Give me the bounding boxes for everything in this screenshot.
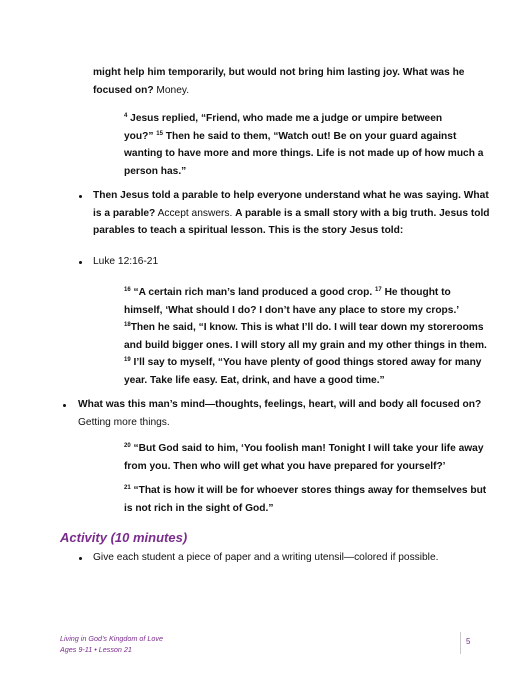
- quote1-text-2b: Then he said to them, “Watch out! Be on your guard against: [162, 130, 457, 142]
- bullet-icon: [79, 557, 82, 560]
- quote1-line-1: [124, 110, 483, 128]
- bullet3-line-1: What was this man’s mind—thoughts, feelings, heart, will and body all focused on?: [78, 399, 482, 410]
- verse-number: 21: [124, 485, 131, 491]
- intro-line-1: might help him temporarily, but would not bring him lasting joy. What was he: [93, 67, 465, 78]
- intro-answer: Money.: [153, 84, 190, 96]
- quote2-line-6: year. Take life easy. Eat, drink, and have a good time.”: [124, 374, 385, 386]
- scripture-quote-3: [124, 440, 486, 517]
- page-number: 5: [466, 637, 471, 646]
- activity-heading: Activity (10 minutes): [60, 530, 188, 545]
- bullet1-rest: A parable is a small story with a big truth. Jesus told: [235, 207, 490, 219]
- intro-line-2: [93, 82, 464, 100]
- bullet3-answer: Getting more things.: [78, 416, 170, 428]
- bullet-parable: [93, 187, 490, 240]
- bullet1-line-1: Then Jesus told a parable to help everyone understand what he was saying. What: [93, 190, 489, 201]
- verse-number: 16: [124, 287, 131, 293]
- bullet-icon: [63, 404, 66, 407]
- quote3-line-4: is not rich in the sight of God.”: [124, 502, 274, 514]
- scripture-quote-2: [124, 284, 487, 389]
- verse-number: 17: [375, 287, 382, 293]
- quote3-text-3: “That is how it will be for whoever stores things away for themselves but: [130, 485, 487, 496]
- quote2-line-3: [124, 319, 487, 337]
- quote1-line-4: person has.”: [124, 165, 187, 177]
- footer-divider: [460, 632, 461, 654]
- footer-title: Living in God’s Kingdom of Love: [60, 634, 163, 643]
- verse-number: 19: [124, 357, 131, 363]
- quote2-line-2: himself, ‘What should I do? I don’t have any place to store my crops.’: [124, 304, 460, 316]
- bullet-icon: [79, 261, 82, 264]
- scripture-quote-1: [124, 110, 483, 180]
- quote1-text-2a: you?”: [124, 130, 157, 142]
- bullet1-answer: Accept answers.: [155, 207, 236, 219]
- quote2-text-1b: He thought to: [381, 287, 451, 298]
- quote2-text-3: Then he said, “I know. This is what I’ll do. I will tear down my storerooms: [130, 322, 484, 333]
- bullet-focus-question: [78, 396, 481, 431]
- quote3-line-3: [124, 482, 486, 500]
- scripture-reference: Luke 12:16-21: [93, 256, 159, 267]
- intro-paragraph: [93, 64, 464, 99]
- spacer: [124, 475, 486, 482]
- quote3-line-1: [124, 440, 486, 458]
- verse-number: 18: [124, 322, 131, 328]
- activity-item-text: Give each student a piece of paper and a writing utensil—colored if possible.: [93, 552, 439, 563]
- quote2-text-5: I’ll say to myself, “You have plenty of good things stored away for many: [130, 357, 482, 368]
- bullet1-line-3: parables to teach a spiritual lesson. This is the story Jesus told:: [93, 225, 404, 236]
- verse-number: 4: [124, 113, 128, 119]
- verse-number: 20: [124, 443, 131, 449]
- quote1-line-2: [124, 128, 483, 146]
- activity-item: [93, 549, 438, 567]
- quote2-line-5: [124, 354, 487, 372]
- intro-question: focused on?: [93, 84, 154, 96]
- verse-number: 15: [156, 130, 163, 137]
- bullet-scripture-reference: [93, 253, 158, 271]
- bullet-icon: [79, 195, 82, 198]
- quote3-text-1: “But God said to him, ‘You foolish man! Tonight I will take your life away: [130, 443, 484, 454]
- bullet1-line-2: [93, 205, 490, 223]
- quote2-line-4: and build bigger ones. I will story all my grain and my other things in them.: [124, 339, 487, 351]
- quote2-text-1: “A certain rich man’s land produced a good crop.: [130, 287, 376, 298]
- quote3-line-2: from you. Then who will get what you have prepared for yourself?’: [124, 460, 446, 472]
- bullet1-question: is a parable?: [93, 207, 156, 219]
- quote2-line-1: [124, 284, 487, 302]
- quote1-text-1: Jesus replied, “Friend, who made me a judge or umpire between: [127, 113, 443, 124]
- footer-lesson: Ages 9-11 • Lesson 21: [60, 645, 132, 654]
- quote1-line-3: wanting to have more and more things. Life is not made up of how much a: [124, 148, 484, 159]
